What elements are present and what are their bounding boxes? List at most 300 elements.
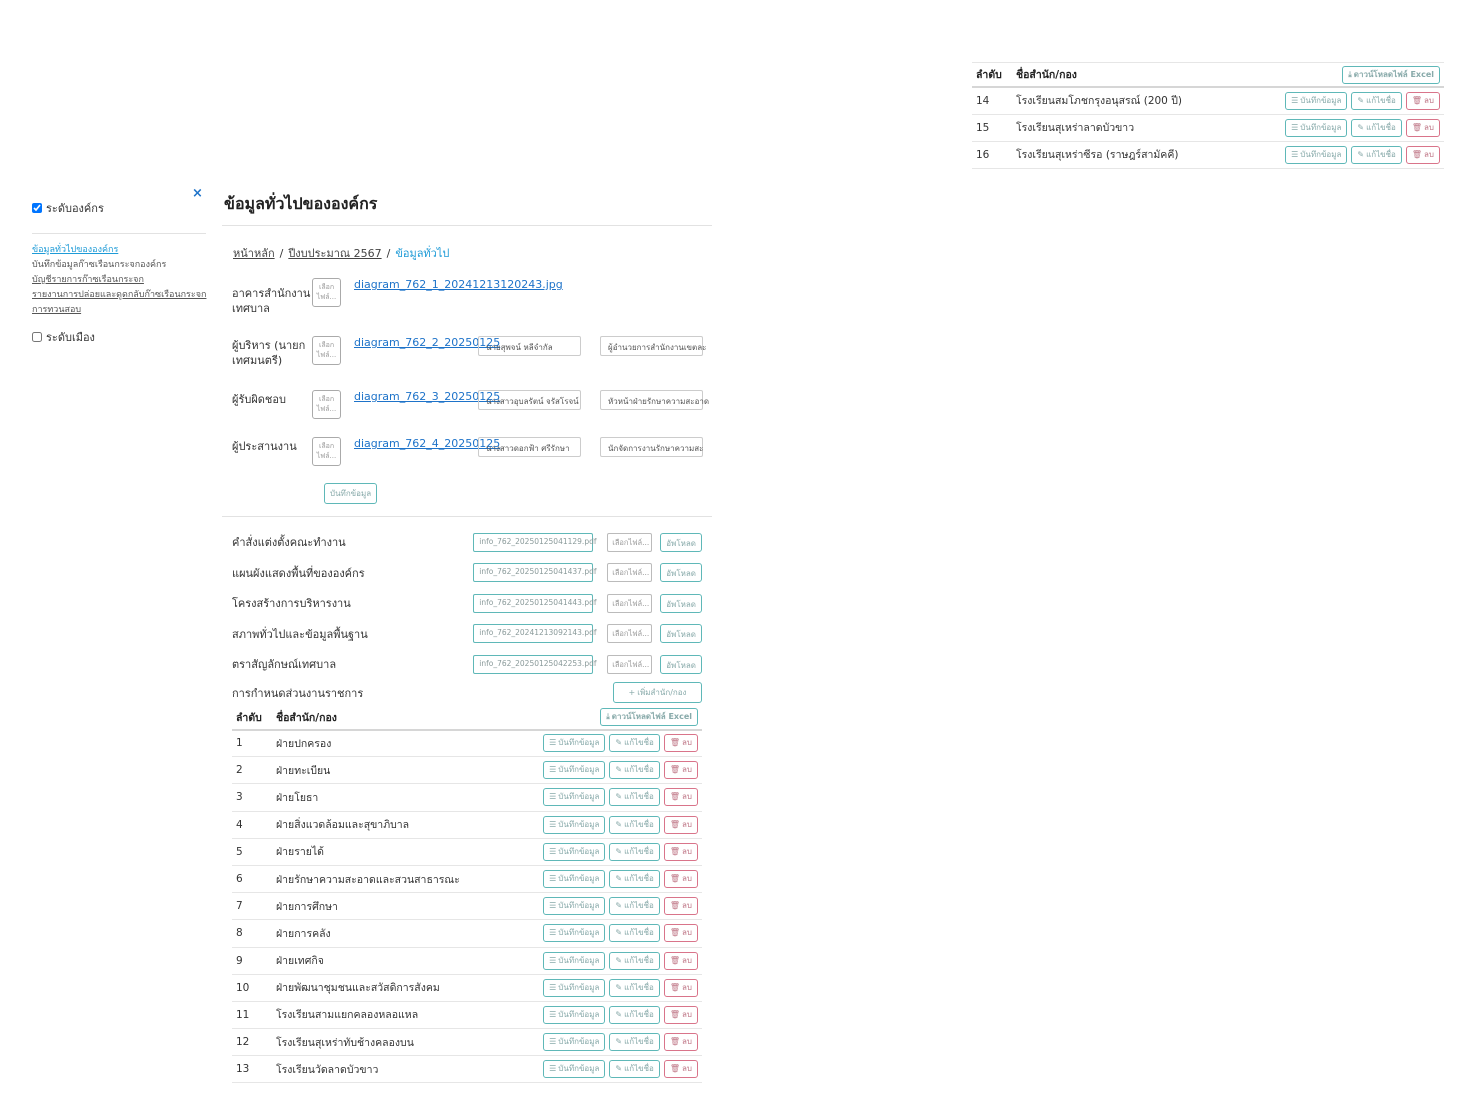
trash-icon: 🗑 <box>1411 149 1423 159</box>
upload-button[interactable]: อัพโหลด <box>660 655 702 674</box>
record-data-button[interactable] <box>543 761 605 779</box>
table-row <box>232 947 702 974</box>
download-icon: ⤓ <box>606 712 610 721</box>
sidebar <box>32 186 206 346</box>
record-data-label: บันทึกข้อมูล <box>1300 95 1342 105</box>
download-excel-button[interactable] <box>600 708 698 726</box>
row-number: 8 <box>232 920 272 947</box>
delete-label: ลบ <box>682 846 692 856</box>
close-icon[interactable]: × <box>192 186 203 201</box>
delete-button[interactable] <box>664 979 698 997</box>
breadcrumb-fiscal-year[interactable]: ปีงบประมาณ 2567 <box>288 247 382 260</box>
download-icon: ⤓ <box>1348 69 1352 79</box>
table-row <box>232 1001 702 1028</box>
record-data-button[interactable] <box>1285 92 1347 110</box>
level-city-checkbox[interactable] <box>32 332 42 342</box>
table-row <box>972 141 1444 168</box>
table-row <box>232 784 702 811</box>
record-data-label: บันทึกข้อมูล <box>558 819 600 829</box>
table-row <box>232 811 702 838</box>
database-icon: ☰ <box>549 1009 557 1019</box>
table-row <box>232 893 702 920</box>
database-icon: ☰ <box>1291 95 1299 105</box>
row-actions <box>1232 114 1444 141</box>
row-actions <box>502 730 702 757</box>
units-table-right <box>972 63 1444 169</box>
choose-file-button[interactable]: เลือกไฟล์... <box>312 336 341 365</box>
main-content <box>222 186 712 1083</box>
trash-icon: 🗑 <box>1411 95 1423 105</box>
delete-button[interactable] <box>664 952 698 970</box>
delete-label: ลบ <box>682 874 692 884</box>
units-table-right-body <box>972 87 1444 169</box>
table-row <box>232 1029 702 1056</box>
edit-name-label: แก้ไขชื่อ <box>624 738 654 748</box>
delete-button[interactable] <box>1406 119 1440 137</box>
edit-name-label: แก้ไขชื่อ <box>624 792 654 802</box>
name-input[interactable]: นางสาวอุบลรัตน์ จรัสโรจน์ <box>478 390 581 410</box>
edit-name-button[interactable] <box>609 1060 659 1078</box>
record-data-button[interactable] <box>543 897 605 915</box>
delete-label: ลบ <box>1424 149 1434 159</box>
row-actions <box>502 865 702 892</box>
doc-label: ตราสัญลักษณ์เทศบาล <box>232 658 337 672</box>
delete-label: ลบ <box>682 792 692 802</box>
delete-label: ลบ <box>1424 122 1434 132</box>
edit-icon: ✎ <box>615 901 623 911</box>
row-name: ฝ่ายพัฒนาชุมชนและสวัสดิการสังคม <box>272 974 502 1001</box>
people-section <box>222 278 712 504</box>
breadcrumb-current: ข้อมูลทั่วไป <box>395 247 450 260</box>
row-number: 6 <box>232 865 272 892</box>
edit-name-label: แก้ไขชื่อ <box>624 1037 654 1047</box>
table-row <box>232 920 702 947</box>
record-data-button[interactable] <box>543 816 605 834</box>
position-input[interactable]: หัวหน้าฝ่ายรักษาความสะอาด <box>600 390 703 410</box>
row-actions <box>502 757 702 784</box>
add-unit-label: เพิ่มสำนัก/กอง <box>637 688 687 697</box>
level-org-label: ระดับองค์กร <box>46 202 104 215</box>
edit-icon: ✎ <box>615 765 623 775</box>
edit-icon: ✎ <box>615 1037 623 1047</box>
row-name: ฝ่ายปกครอง <box>272 730 502 757</box>
record-data-button[interactable] <box>1285 119 1347 137</box>
edit-name-button[interactable] <box>609 843 659 861</box>
record-data-label: บันทึกข้อมูล <box>558 1009 600 1019</box>
trash-icon: 🗑 <box>669 982 681 992</box>
row-actions <box>502 893 702 920</box>
row-actions <box>502 1001 702 1028</box>
row-number: 5 <box>232 838 272 865</box>
edit-name-button[interactable] <box>609 816 659 834</box>
table-header-row <box>232 706 702 730</box>
name-input[interactable]: นายสุพจน์ หลีจำกัล <box>478 336 581 356</box>
row-name: โรงเรียนสุเหร่าทับช้างคลองบน <box>272 1029 502 1056</box>
level-org-checkbox[interactable] <box>32 203 42 213</box>
level-city-label: ระดับเมือง <box>46 331 95 344</box>
database-icon: ☰ <box>549 819 557 829</box>
level-org-option[interactable] <box>32 199 206 217</box>
row-actions <box>1232 141 1444 168</box>
record-data-label: บันทึกข้อมูล <box>558 1064 600 1074</box>
column-header-actions <box>502 706 702 730</box>
file-link[interactable]: diagram_762_4_20250125 <box>354 437 501 450</box>
edit-name-button[interactable] <box>609 734 659 752</box>
people-row-responsible <box>232 390 712 437</box>
row-number: 2 <box>232 757 272 784</box>
delete-button[interactable] <box>664 1006 698 1024</box>
sidebar-divider <box>32 233 206 234</box>
trash-icon: 🗑 <box>669 792 681 802</box>
row-actions <box>1232 87 1444 114</box>
edit-name-label: แก้ไขชื่อ <box>624 901 654 911</box>
row-number: 10 <box>232 974 272 1001</box>
doc-row <box>232 588 702 619</box>
edit-icon: ✎ <box>615 928 623 938</box>
edit-name-button[interactable] <box>1351 119 1401 137</box>
trash-icon: 🗑 <box>669 955 681 965</box>
breadcrumb <box>233 244 712 262</box>
column-header-actions <box>1232 63 1444 87</box>
table-row <box>972 114 1444 141</box>
trash-icon: 🗑 <box>669 819 681 829</box>
choose-file-button[interactable]: เลือกไฟล์... <box>607 533 652 552</box>
sidebar-item-verification[interactable]: การทวนสอบ <box>32 305 82 315</box>
row-name: ฝ่ายสิ่งแวดล้อมและสุขาภิบาล <box>272 811 502 838</box>
edit-name-button[interactable] <box>1351 92 1401 110</box>
record-data-button[interactable] <box>543 788 605 806</box>
doc-row <box>232 649 702 680</box>
edit-name-button[interactable] <box>609 924 659 942</box>
row-number: 7 <box>232 893 272 920</box>
save-button[interactable]: บันทึกข้อมูล <box>324 483 377 504</box>
table-row <box>972 87 1444 114</box>
delete-label: ลบ <box>682 955 692 965</box>
edit-icon: ✎ <box>615 1009 623 1019</box>
column-header-number: ลำดับ <box>232 706 272 730</box>
edit-icon: ✎ <box>615 955 623 965</box>
database-icon: ☰ <box>1291 122 1299 132</box>
edit-name-label: แก้ไขชื่อ <box>624 1064 654 1074</box>
delete-button[interactable] <box>664 897 698 915</box>
record-data-label: บันทึกข้อมูล <box>558 982 600 992</box>
record-data-label: บันทึกข้อมูล <box>558 765 600 775</box>
trash-icon: 🗑 <box>669 1064 681 1074</box>
row-name: โรงเรียนสามแยกคลองหลอแหล <box>272 1001 502 1028</box>
trash-icon: 🗑 <box>1411 122 1423 132</box>
choose-file-button[interactable]: เลือกไฟล์... <box>312 390 341 419</box>
row-number: 15 <box>972 114 1012 141</box>
record-data-label: บันทึกข้อมูล <box>558 792 600 802</box>
people-label: ผู้บริหาร (นายกเทศมนตรี) <box>232 339 306 367</box>
download-excel-label: ดาวน์โหลดไฟล์ Excel <box>1353 69 1434 79</box>
doc-file-input[interactable]: info_762_20241213092143.pdf <box>473 624 593 643</box>
edit-name-label: แก้ไขชื่อ <box>624 874 654 884</box>
file-link[interactable]: diagram_762_1_20241213120243.jpg <box>354 278 563 291</box>
trash-icon: 🗑 <box>669 901 681 911</box>
edit-name-button[interactable] <box>1351 146 1401 164</box>
table-row <box>232 1056 702 1083</box>
row-number: 12 <box>232 1029 272 1056</box>
edit-name-label: แก้ไขชื่อ <box>624 846 654 856</box>
units-table-body <box>232 730 702 1083</box>
record-data-label: บันทึกข้อมูล <box>558 874 600 884</box>
edit-icon: ✎ <box>615 982 623 992</box>
record-data-label: บันทึกข้อมูล <box>1300 149 1342 159</box>
people-row-building <box>232 278 712 336</box>
edit-name-button[interactable] <box>609 870 659 888</box>
doc-row <box>232 527 702 558</box>
delete-label: ลบ <box>682 1037 692 1047</box>
edit-icon: ✎ <box>615 874 623 884</box>
delete-button[interactable] <box>664 924 698 942</box>
record-data-label: บันทึกข้อมูล <box>558 846 600 856</box>
edit-name-label: แก้ไขชื่อ <box>624 819 654 829</box>
plus-icon: + <box>628 688 636 697</box>
database-icon: ☰ <box>1291 149 1299 159</box>
edit-icon: ✎ <box>615 819 623 829</box>
trash-icon: 🗑 <box>669 738 681 748</box>
name-input[interactable]: นางสาวดอกฟ้า ศรีรักษา <box>478 437 581 457</box>
delete-label: ลบ <box>682 738 692 748</box>
row-actions <box>502 1029 702 1056</box>
delete-button[interactable] <box>664 734 698 752</box>
level-city-option[interactable] <box>32 328 206 346</box>
people-label: ผู้ประสานงาน <box>232 440 297 453</box>
record-data-button[interactable] <box>543 843 605 861</box>
row-number: 1 <box>232 730 272 757</box>
record-data-button[interactable] <box>1285 146 1347 164</box>
record-data-button[interactable] <box>543 734 605 752</box>
edit-name-label: แก้ไขชื่อ <box>624 928 654 938</box>
trash-icon: 🗑 <box>669 1009 681 1019</box>
people-label: อาคารสำนักงานเทศบาล <box>232 287 311 315</box>
doc-file-input[interactable]: info_762_20250125041437.pdf <box>473 563 593 582</box>
trash-icon: 🗑 <box>669 846 681 856</box>
row-actions <box>502 974 702 1001</box>
row-actions <box>502 784 702 811</box>
database-icon: ☰ <box>549 1037 557 1047</box>
edit-name-label: แก้ไขชื่อ <box>624 955 654 965</box>
row-actions <box>502 947 702 974</box>
delete-label: ลบ <box>682 765 692 775</box>
delete-button[interactable] <box>664 870 698 888</box>
delete-button[interactable] <box>664 816 698 834</box>
edit-name-button[interactable] <box>609 788 659 806</box>
record-data-button[interactable] <box>543 1060 605 1078</box>
org-units-label: การกำหนดส่วนงานราชการ <box>232 686 364 700</box>
position-input[interactable]: นักจัดการงานรักษาความสะ <box>600 437 703 457</box>
table-header-row <box>972 63 1444 87</box>
delete-label: ลบ <box>682 928 692 938</box>
row-actions <box>502 811 702 838</box>
record-data-label: บันทึกข้อมูล <box>558 901 600 911</box>
database-icon: ☰ <box>549 1064 557 1074</box>
doc-file-input[interactable]: info_762_20250125042253.pdf <box>473 655 593 674</box>
delete-label: ลบ <box>682 1064 692 1074</box>
record-data-button[interactable] <box>543 979 605 997</box>
add-unit-button[interactable] <box>613 682 702 703</box>
units-table <box>232 706 702 1084</box>
record-data-label: บันทึกข้อมูล <box>1300 122 1342 132</box>
row-actions <box>502 920 702 947</box>
record-data-button[interactable] <box>543 870 605 888</box>
trash-icon: 🗑 <box>669 765 681 775</box>
row-number: 4 <box>232 811 272 838</box>
choose-file-button[interactable]: เลือกไฟล์... <box>312 437 341 466</box>
row-actions <box>502 1056 702 1083</box>
sidebar-item-ghg-inventory[interactable]: บัญชีรายการก๊าซเรือนกระจก <box>32 275 144 285</box>
doc-file-input[interactable]: info_762_20250125041129.pdf <box>473 533 593 552</box>
row-number: 16 <box>972 141 1012 168</box>
doc-row <box>232 619 702 650</box>
edit-icon: ✎ <box>1357 122 1365 132</box>
record-data-button[interactable] <box>543 1033 605 1051</box>
choose-file-button[interactable]: เลือกไฟล์... <box>607 563 652 582</box>
edit-name-button[interactable] <box>609 1006 659 1024</box>
row-name: ฝ่ายทะเบียน <box>272 757 502 784</box>
people-row-executive <box>232 336 712 390</box>
choose-file-button[interactable]: เลือกไฟล์... <box>607 594 652 613</box>
upload-button[interactable]: อัพโหลด <box>660 563 702 582</box>
row-name: ฝ่ายเทศกิจ <box>272 947 502 974</box>
row-actions <box>502 838 702 865</box>
units-table-continued <box>972 62 1444 169</box>
database-icon: ☰ <box>549 901 557 911</box>
row-name: ฝ่ายการศึกษา <box>272 893 502 920</box>
sidebar-item-general-info[interactable]: ข้อมูลทั่วไปขององค์กร <box>32 245 119 255</box>
upload-button[interactable]: อัพโหลด <box>660 594 702 613</box>
database-icon: ☰ <box>549 792 557 802</box>
documents-section <box>222 516 712 1083</box>
edit-name-label: แก้ไขชื่อ <box>624 765 654 775</box>
sidebar-menu <box>32 244 206 316</box>
database-icon: ☰ <box>549 846 557 856</box>
edit-name-label: แก้ไขชื่อ <box>1366 95 1396 105</box>
file-link[interactable]: diagram_762_3_20250125 <box>354 390 501 403</box>
table-row <box>232 865 702 892</box>
edit-icon: ✎ <box>615 1064 623 1074</box>
table-row <box>232 757 702 784</box>
record-data-label: บันทึกข้อมูล <box>558 928 600 938</box>
row-name: ฝ่ายการคลัง <box>272 920 502 947</box>
record-data-label: บันทึกข้อมูล <box>558 955 600 965</box>
delete-button[interactable] <box>664 761 698 779</box>
delete-label: ลบ <box>682 901 692 911</box>
delete-label: ลบ <box>682 1009 692 1019</box>
database-icon: ☰ <box>549 955 557 965</box>
upload-button[interactable]: อัพโหลด <box>660 624 702 643</box>
record-data-button[interactable] <box>543 924 605 942</box>
row-number: 13 <box>232 1056 272 1083</box>
table-row <box>232 730 702 757</box>
edit-icon: ✎ <box>615 738 623 748</box>
edit-name-label: แก้ไขชื่อ <box>1366 122 1396 132</box>
edit-icon: ✎ <box>615 792 623 802</box>
download-excel-button[interactable] <box>1342 66 1440 84</box>
table-row <box>232 838 702 865</box>
column-header-name: ชื่อสำนัก/กอง <box>1012 63 1232 87</box>
edit-icon: ✎ <box>615 846 623 856</box>
sidebar-item-emission-report[interactable]: รายงานการปล่อยและดูดกลับก๊าซเรือนกระจก <box>32 290 207 300</box>
upload-button[interactable]: อัพโหลด <box>660 533 702 552</box>
breadcrumb-separator: / <box>279 246 284 260</box>
record-data-label: บันทึกข้อมูล <box>558 738 600 748</box>
record-data-button[interactable] <box>543 1006 605 1024</box>
doc-label: คำสั่งแต่งตั้งคณะทำงาน <box>232 536 346 550</box>
row-name: โรงเรียนสุเหร่าซีรอ (ราษฎร์สามัคคี) <box>1012 141 1232 168</box>
edit-name-label: แก้ไขชื่อ <box>624 1009 654 1019</box>
trash-icon: 🗑 <box>669 874 681 884</box>
edit-name-button[interactable] <box>609 1033 659 1051</box>
row-name: โรงเรียนสมโภชกรุงอนุสรณ์ (200 ปี) <box>1012 87 1232 114</box>
row-name: ฝ่ายรักษาความสะอาดและสวนสาธารณะ <box>272 865 502 892</box>
page-title: ข้อมูลทั่วไปขององค์กร <box>222 186 712 226</box>
edit-name-button[interactable] <box>609 761 659 779</box>
delete-label: ลบ <box>682 982 692 992</box>
choose-file-button[interactable]: เลือกไฟล์... <box>312 278 341 307</box>
edit-name-button[interactable] <box>609 897 659 915</box>
trash-icon: 🗑 <box>669 928 681 938</box>
delete-button[interactable] <box>1406 146 1440 164</box>
doc-label: สภาพทั่วไปและข้อมูลพื้นฐาน <box>232 627 368 641</box>
breadcrumb-separator: / <box>386 246 391 260</box>
edit-name-label: แก้ไขชื่อ <box>1366 149 1396 159</box>
delete-button[interactable] <box>664 788 698 806</box>
row-name: โรงเรียนสุเหร่าลาดบัวขาว <box>1012 114 1232 141</box>
breadcrumb-home[interactable]: หน้าหลัก <box>233 247 275 260</box>
choose-file-button[interactable]: เลือกไฟล์... <box>607 655 652 674</box>
edit-icon: ✎ <box>1357 149 1365 159</box>
column-header-name: ชื่อสำนัก/กอง <box>272 706 502 730</box>
org-units-row <box>232 680 702 706</box>
people-row-coordinator <box>232 437 712 467</box>
delete-button[interactable] <box>664 1033 698 1051</box>
delete-button[interactable] <box>664 1060 698 1078</box>
delete-label: ลบ <box>1424 95 1434 105</box>
doc-file-input[interactable]: info_762_20250125041443.pdf <box>473 594 593 613</box>
edit-name-label: แก้ไขชื่อ <box>624 982 654 992</box>
row-name: ฝ่ายโยธา <box>272 784 502 811</box>
doc-label: โครงสร้างการบริหารงาน <box>232 597 351 611</box>
row-number: 3 <box>232 784 272 811</box>
row-name: ฝ่ายรายได้ <box>272 838 502 865</box>
edit-name-button[interactable] <box>609 979 659 997</box>
delete-label: ลบ <box>682 819 692 829</box>
doc-label: แผนผังแสดงพื้นที่ขององค์กร <box>232 566 365 580</box>
database-icon: ☰ <box>549 765 557 775</box>
row-number: 11 <box>232 1001 272 1028</box>
file-link[interactable]: diagram_762_2_20250125 <box>354 336 501 349</box>
record-data-label: บันทึกข้อมูล <box>558 1037 600 1047</box>
table-row <box>232 974 702 1001</box>
doc-row <box>232 558 702 589</box>
choose-file-button[interactable]: เลือกไฟล์... <box>607 624 652 643</box>
database-icon: ☰ <box>549 982 557 992</box>
edit-icon: ✎ <box>1357 95 1365 105</box>
database-icon: ☰ <box>549 928 557 938</box>
row-name: โรงเรียนวัดลาดบัวขาว <box>272 1056 502 1083</box>
row-number: 9 <box>232 947 272 974</box>
download-excel-label: ดาวน์โหลดไฟล์ Excel <box>611 712 692 721</box>
delete-button[interactable] <box>1406 92 1440 110</box>
delete-button[interactable] <box>664 843 698 861</box>
people-label: ผู้รับผิดชอบ <box>232 393 286 406</box>
position-input[interactable]: ผู้อำนวยการสำนักงานเขตละ <box>600 336 703 356</box>
edit-name-button[interactable] <box>609 952 659 970</box>
record-data-button[interactable] <box>543 952 605 970</box>
sidebar-item-record-ghg[interactable]: บันทึกข้อมูลก๊าซเรือนกระจกองค์กร <box>32 260 167 270</box>
